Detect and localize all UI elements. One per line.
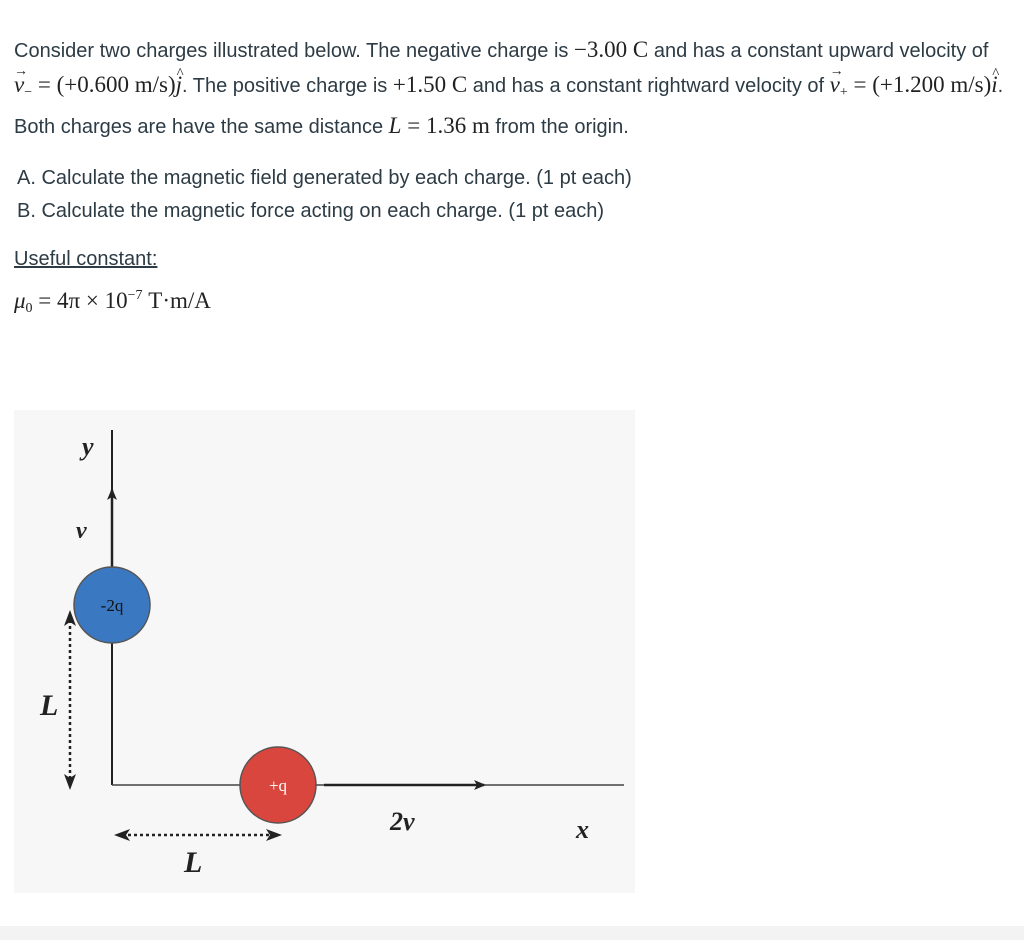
permeability-constant	[14, 288, 1004, 317]
part-a	[14, 162, 1004, 195]
problem-statement	[14, 33, 1004, 144]
constant-unit: T·m/A	[142, 288, 211, 313]
velocity-value-neg: = (+0.600 m/s)	[32, 72, 176, 97]
negative-charge-value: −3.00 C	[573, 37, 649, 62]
distance-symbol: L	[388, 113, 402, 138]
question-content	[14, 33, 1004, 317]
velocity-sub-pos: +	[839, 85, 848, 100]
constant-value: = 4π × 10	[32, 288, 128, 313]
positive-velocity-equation	[829, 72, 998, 100]
vertical-L-label: L	[40, 689, 59, 722]
problem-text-3: . The positive charge is	[182, 75, 393, 97]
negative-charge-label: -2q	[100, 596, 124, 615]
part-b	[14, 195, 1004, 228]
part-b-label: B.	[17, 200, 36, 222]
problem-text-6: from the origin.	[489, 116, 629, 138]
unit-vector-i: ^ i	[991, 68, 997, 101]
velocity-symbol-neg: → v	[14, 68, 24, 101]
y-axis-label: y	[82, 432, 94, 461]
useful-constant-heading: Useful constant:	[14, 248, 158, 270]
constant-exponent: −7	[127, 288, 143, 303]
distance-value: = 1.36 m	[401, 113, 490, 138]
charges-figure	[14, 410, 635, 893]
charges-diagram	[14, 410, 635, 893]
problem-text-2: and has a constant upward velocity of	[648, 40, 989, 62]
horizontal-dimension-arrow-left	[114, 829, 130, 841]
problem-text-4: and has a constant rightward velocity of	[467, 75, 830, 97]
velocity-symbol-pos: → v	[830, 68, 840, 101]
horizontal-L-label: L	[184, 846, 203, 879]
x-axis-label: x	[576, 815, 589, 844]
distance-equation	[389, 113, 490, 138]
mu-symbol: μ	[14, 288, 26, 313]
part-b-text: Calculate the magnetic force acting on each charge. (1 pt each)	[41, 200, 605, 222]
bottom-bar	[0, 926, 1024, 940]
mu-subscript: 0	[25, 301, 33, 316]
velocity-sub-neg: −	[24, 85, 33, 100]
part-a-label: A.	[17, 167, 36, 189]
unit-vector-j: ^ j	[176, 68, 182, 101]
negative-velocity-equation	[14, 72, 183, 100]
velocity-label-v: v	[76, 518, 87, 544]
positive-charge-label: +q	[268, 776, 288, 795]
velocity-label-2v: 2v	[390, 807, 415, 836]
part-a-text: Calculate the magnetic field generated by each charge. (1 pt each)	[41, 167, 632, 189]
question-parts	[14, 162, 1004, 228]
positive-charge-value: +1.50 C	[392, 72, 468, 97]
problem-text-5: . Both charges are have the same distance	[14, 75, 1004, 138]
problem-text-1: Consider two charges illustrated below. The negative charge is	[14, 40, 574, 62]
velocity-value-pos: = (+1.200 m/s)	[847, 72, 992, 97]
